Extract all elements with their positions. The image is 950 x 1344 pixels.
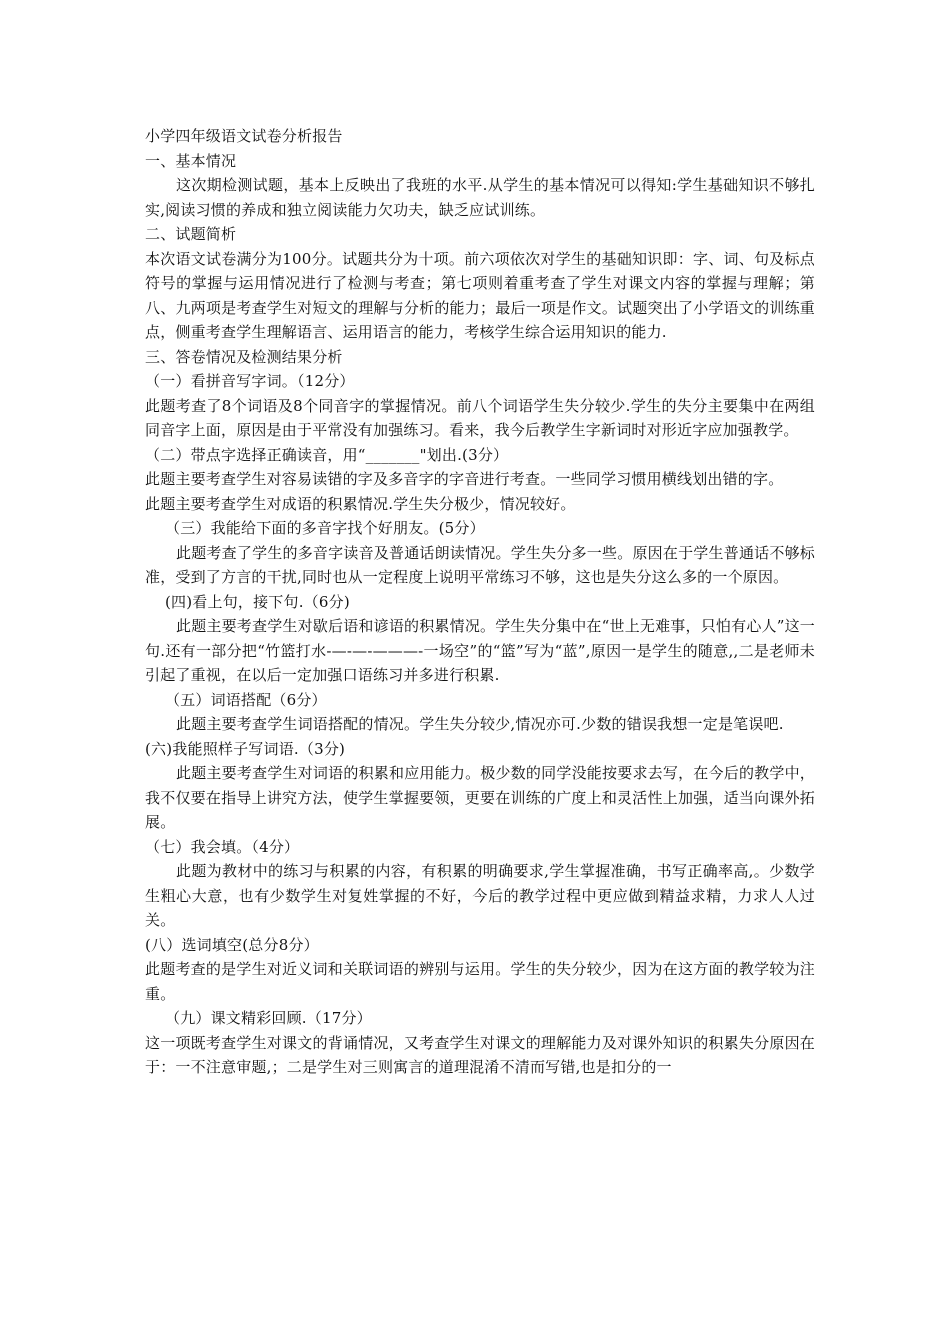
paragraph: 此题主要考查学生词语搭配的情况。学生失分较少,情况亦可.少数的错误我想一定是笔误吧.: [176, 715, 784, 733]
paragraph: 此题考查了8个词语及8个同音字的掌握情况。前八个词语学生失分较少.学生的失分主要集中在两组同音字上面，原因是由于平常没有加强练习。看来，我今后教学生字新词时对形近字应加强教学。: [145, 396, 815, 439]
paragraph: 此题考查的是学生对近义词和关联词语的辨别与运用。学生的失分较少，因为在这方面的教学较为注重。: [145, 960, 815, 1003]
paragraph: 此题主要考查学生对歇后语和谚语的积累情况。学生失分集中在“世上无难事，只怕有心人”这一句.还有一部分把“竹篮打水-—-—-———-一场空”的“篮”写为“蓝”,原因一是学生的随意,,二是老师未引起了重视，在以后一定加强口语练习并多进行积累.: [145, 617, 815, 684]
paragraph: 此题考查了学生的多音字读音及普通话朗读情况。学生失分多一些。原因在于学生普通话不够标准，受到了方言的干扰,同时也从一定程度上说明平常练习不够，这也是失分这么多的一个原因。: [145, 543, 815, 586]
paragraph: 此题主要考查学生对成语的积累情况.学生失分极少，情况较好。: [145, 494, 576, 513]
document-body: [145, 124, 815, 1080]
paragraph: 此题主要考查学生对词语的积累和应用能力。极少数的同学没能按要求去写，在今后的教学中，我不仅要在指导上讲究方法，使学生掌握要领，更要在训练的广度上和灵活性上加强，适当向课外拓展。: [145, 764, 815, 831]
item-heading: （五）词语搭配（6分）: [165, 690, 327, 709]
item-heading: （二）带点字选择正确读音，用“_______"划出.(3分）: [145, 445, 509, 464]
item-heading: (四)看上句，接下句.（6分): [165, 592, 350, 611]
item-heading: （七）我会填。（4分）: [145, 837, 300, 856]
item-heading: (八）选词填空(总分8分）: [145, 935, 319, 954]
paragraph: 此题主要考查学生对容易读错的字及多音字的字音进行考查。一些同学习惯用横线划出错的字。: [145, 470, 784, 488]
paragraph: 这次期检测试题，基本上反映出了我班的水平.从学生的基本情况可以得知:学生基础知识不够扎实,阅读习惯的养成和独立阅读能力欠功夫，缺乏应试训练。: [145, 176, 815, 219]
paragraph: 这一项既考查学生对课文的背诵情况，又考查学生对课文的理解能力及对课外知识的积累失分原因在于：一不注意审题,；二是学生对三则寓言的道理混淆不清而写错,也是扣分的一: [145, 1033, 815, 1076]
item-heading: (六)我能照样子写词语.（3分): [145, 739, 346, 758]
item-heading: （三）我能给下面的多音字找个好朋友。(5分）: [165, 519, 485, 537]
paragraph: 本次语文试卷满分为100分。试题共分为十项。前六项依次对学生的基础知识即：字、词、句及标点符号的掌握与运用情况进行了检测与考查；第七项则着重考查了学生对课文内容的掌握与理解；第八、九两项是考查学生对短文的理解与分析的能力；最后一项是作文。试题突出了小学语文的训练重点，侧重考查学生理解语言、运用语言的能力，考核学生综合运用知识的能力.: [145, 249, 815, 341]
section-heading: 三、答卷情况及检测结果分析: [145, 347, 343, 366]
item-heading: （一）看拼音写字词。（12分）: [145, 372, 355, 390]
section-heading: 二、试题简析: [145, 225, 237, 243]
item-heading: （九）课文精彩回顾.（17分）: [165, 1009, 372, 1027]
paragraph: 此题为教材中的练习与积累的内容，有积累的明确要求,学生掌握准确，书写正确率高,。少数学生粗心大意，也有少数学生对复姓掌握的不好，今后的教学过程中更应做到精益求精，力求人人过关。: [145, 862, 815, 929]
document-title: 小学四年级语文试卷分析报告: [145, 127, 343, 145]
section-heading: 一、基本情况: [145, 151, 237, 170]
